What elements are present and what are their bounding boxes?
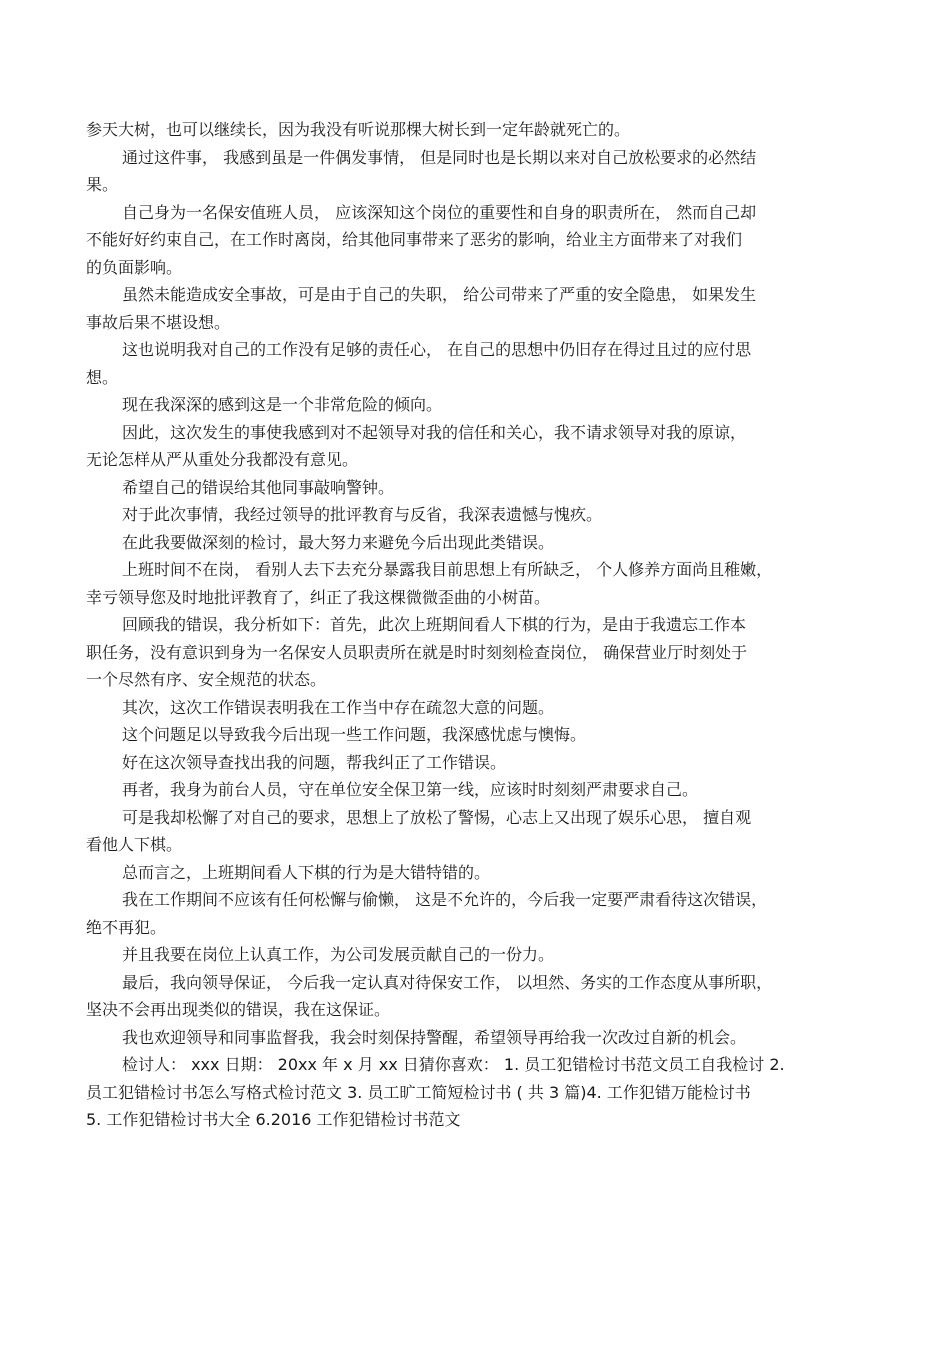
text-line: 想。 [86, 367, 119, 387]
text-line: 的负面影响。 [86, 257, 183, 277]
text-line: 这个问题足以导致我今后出现一些工作问题，我深感忧虑与懊悔。 [122, 725, 587, 744]
text-line: 希望自己的错误给其他同事敲响警钟。 [122, 477, 395, 497]
text-line: 在此我要做深刻的检讨，最大努力来避免今后出现此类错误。 [122, 532, 555, 552]
text-line: 5. 工作犯错检讨书大全 6.2016 工作犯错检讨书范文 [86, 1110, 461, 1129]
text-line: 并且我要在岗位上认真工作，为公司发展贡献自己的一份力。 [122, 945, 555, 964]
text-line: 事故后果不堪设想。 [86, 312, 231, 332]
text-line: 果。 [86, 175, 119, 194]
text-line: 好在这次领导查找出我的问题，帮我纠正了工作错误。 [122, 752, 507, 772]
text-line: 自己身为一名保安值班人员， 应该深知这个岗位的重要性和自身的职责所在， 然而自己却 [122, 202, 757, 222]
text-line: 职任务，没有意识到身为一名保安人员职责所在就是时时刻刻检查岗位， 确保营业厅时刻处于 [86, 642, 748, 662]
text-line: 无论怎样从严从重处分我都没有意见。 [86, 450, 359, 469]
text-line: 这也说明我对自己的工作没有足够的责任心， 在自己的思想中仍旧存在得过且过的应付思 [122, 340, 752, 359]
text-line: 我在工作期间不应该有任何松懈与偷懒， 这是不允许的，今后我一定要严肃看待这次错误， [122, 890, 768, 909]
text-line: 上班时间不在岗， 看别人去下去充分暴露我目前思想上有所缺乏， 个人修养方面尚且稚嫩， [122, 560, 773, 579]
text-line: 其次，这次工作错误表明我在工作当中存在疏忽大意的问题。 [122, 697, 555, 717]
text-line: 可是我却松懈了对自己的要求，思想上了放松了警惕，心志上又出现了娱乐心思， 擅自观 [122, 807, 752, 827]
text-line: 一个尽然有序、安全规范的状态。 [86, 670, 327, 689]
text-line: 坚决不会再出现类似的错误，我在这保证。 [86, 1000, 391, 1019]
text-line: 看他人下棋。 [86, 835, 183, 854]
text-line: 检讨人： xxx 日期： 20xx 年 x 月 xx 日猜你喜欢： 1. 员工犯错检讨书范文员工自我检讨 2. [122, 1055, 785, 1074]
text-line: 通过这件事， 我感到虽是一件偶发事情， 但是同时也是长期以来对自己放松要求的必然结 [122, 147, 757, 167]
text-line: 我也欢迎领导和同事监督我，我会时刻保持警醒，希望领导再给我一次改过自新的机会。 [122, 1027, 747, 1047]
text-line: 回顾我的错误，我分析如下：首先，此次上班期间看人下棋的行为，是由于我遗忘工作本 [122, 615, 747, 634]
text-line: 对于此次事情，我经过领导的批评教育与反省，我深表遗憾与愧疚。 [122, 505, 603, 524]
document-body [86, 116, 866, 1134]
text-line: 最后，我向领导保证， 今后我一定认真对待保安工作， 以坦然、务实的工作态度从事所职， [122, 972, 773, 992]
text-line: 不能好好约束自己，在工作时离岗，给其他同事带来了恶劣的影响，给业主方面带来了对我们 [86, 230, 743, 249]
text-line: 再者，我身为前台人员，守在单位安全保卫第一线，应该时时刻刻严肃要求自己。 [122, 780, 699, 799]
text-line: 因此，这次发生的事使我感到对不起领导对我的信任和关心，我不请求领导对我的原谅， [122, 422, 747, 442]
text-line: 幸亏领导您及时地批评教育了，纠正了我这棵微微歪曲的小树苗。 [86, 587, 551, 607]
text-line: 现在我深深的感到这是一个非常危险的倾向。 [122, 395, 443, 414]
text-line: 虽然未能造成安全事故，可是由于自己的失职， 给公司带来了严重的安全隐患， 如果发生 [122, 285, 757, 304]
text-line: 总而言之，上班期间看人下棋的行为是大错特错的。 [122, 862, 491, 882]
text-line: 参天大树，也可以继续长，因为我没有听说那棵大树长到一定年龄就死亡的。 [86, 120, 631, 139]
text-line: 绝不再犯。 [86, 917, 167, 937]
text-line: 员工犯错检讨书怎么写格式检讨范文 3. 员工旷工简短检讨书 ( 共 3 篇)4. 工作犯错万能检讨书 [86, 1082, 751, 1102]
